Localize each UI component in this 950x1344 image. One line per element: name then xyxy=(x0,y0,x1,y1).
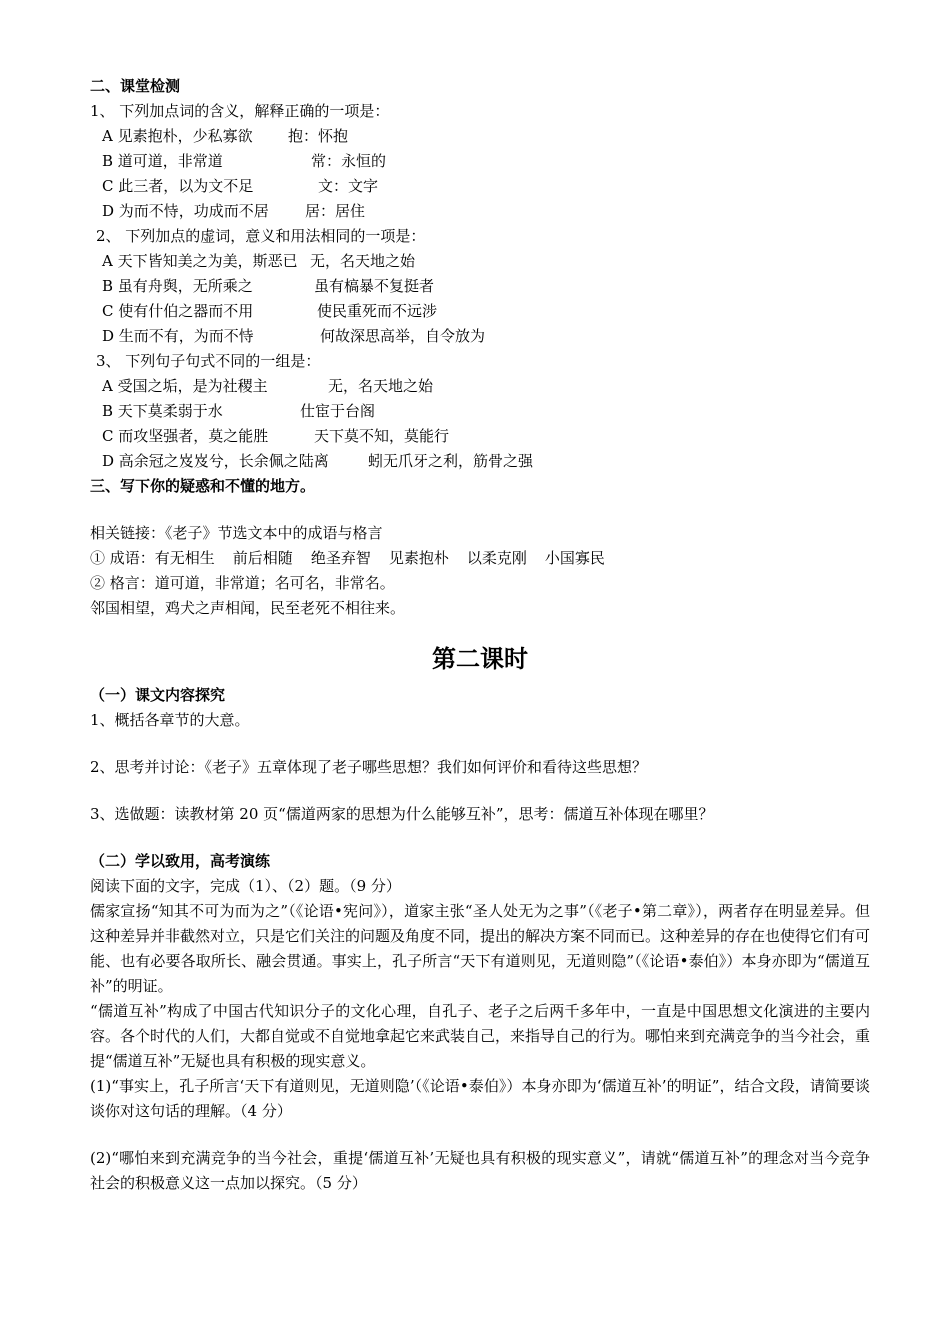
links-title: 相关链接：《老子》节选文本中的成语与格言 xyxy=(90,524,383,542)
q1-option-d-sentence: D 为而不恃，功成而不居 xyxy=(102,202,269,220)
q2-option-c-sentence: C 使有什伯之器而不用 xyxy=(102,302,254,320)
q3-option-d-sentence: D 高余冠之岌岌兮，长余佩之陆离 xyxy=(102,452,329,470)
q1-option-d-gloss: 居：居住 xyxy=(305,202,366,220)
maxims-line-1: ② 格言：道可道，非常道；名可名，非常名。 xyxy=(90,574,395,592)
idioms-label: ① 成语： xyxy=(90,549,155,567)
blank-space xyxy=(90,733,870,755)
q1-option-a-sentence: A 见素抱朴，少私寡欲 xyxy=(102,127,253,145)
part-2-instruction: 阅读下面的文字，完成（1）、（2）题。（9 分） xyxy=(90,877,401,895)
q2-option-a-sentence: A 天下皆知美之为美，斯恶已 xyxy=(102,252,298,270)
q2-option-c xyxy=(90,299,870,324)
part-2-heading: （二）学以致用，高考演练 xyxy=(90,852,271,870)
part-1-heading: （一）课文内容探究 xyxy=(90,686,226,704)
part-1-question-2: 2、思考并讨论：《老子》五章体现了老子哪些思想？我们如何评价和看待这些思想？ xyxy=(90,758,648,776)
blank-space xyxy=(90,827,870,849)
q3-option-c-compare: 天下莫不知，莫能行 xyxy=(314,427,450,445)
q3-option-b xyxy=(90,399,870,424)
question-3-stem: 3、 下列句子句式不同的一组是： xyxy=(96,352,321,370)
idiom: 有无相生 xyxy=(154,549,215,567)
q3-option-c-sentence: C 而攻坚强者，莫之能胜 xyxy=(102,427,269,445)
blank-space xyxy=(90,499,870,521)
part-1-question-1: 1、概括各章节的大意。 xyxy=(90,711,250,729)
idiom: 绝圣弃智 xyxy=(310,549,371,567)
idiom: 前后相随 xyxy=(232,549,293,567)
part-1-question-3: 3、选做题：读教材第 20 页“儒道两家的思想为什么能够互补”，思考：儒道互补体现在哪里？ xyxy=(90,805,714,823)
q3-option-a xyxy=(90,374,870,399)
question-1-stem: 1、 下列加点词的含义，解释正确的一项是： xyxy=(90,102,390,120)
q2-option-d-compare: 何故深思高举，自令放为 xyxy=(320,327,486,345)
blank-space xyxy=(90,1124,870,1146)
section-heading-questions: 三、写下你的疑惑和不懂的地方。 xyxy=(90,477,316,495)
reading-paragraph-2: “儒道互补”构成了中国古代知识分子的文化心理，自孔子、老子之后两千多年中，一直是中国思想文化演进的主要内容。各个时代的人们，大都自觉或不自觉地拿起它来武装自己，来指导自己的行为。哪怕来到充满竞争的当今社会，重提“儒道互补”无疑也具有积极的现实意义。 xyxy=(90,1002,871,1070)
idioms-line xyxy=(90,546,870,571)
q1-option-b-gloss: 常：永恒的 xyxy=(311,152,387,170)
q1-option-b xyxy=(90,149,870,174)
lesson-2-title: 第二课时 xyxy=(432,644,528,673)
q1-option-c-gloss: 文：文字 xyxy=(318,177,379,195)
idiom: 小国寡民 xyxy=(544,549,605,567)
q2-option-c-compare: 使民重死而不远涉 xyxy=(317,302,438,320)
q1-option-a-gloss: 抱：怀抱 xyxy=(288,127,349,145)
q3-option-b-sentence: B 天下莫柔弱于水 xyxy=(102,402,223,420)
maxims-line-2: 邻国相望，鸡犬之声相闻，民至老死不相往来。 xyxy=(90,599,406,617)
sub-question-1: (1)“事实上，孔子所言‘天下有道则见，无道则隐’（《论语•泰伯》）本身亦即为‘儒道互补’的明证”，结合文段，请简要谈谈你对这句话的理解。（4 分） xyxy=(90,1077,870,1120)
idiom: 以柔克刚 xyxy=(466,549,527,567)
q2-option-d xyxy=(90,324,870,349)
q2-option-a-compare: 无，名天地之始 xyxy=(310,252,416,270)
q3-option-d xyxy=(90,449,870,474)
q3-option-d-compare: 蚓无爪牙之利，筋骨之强 xyxy=(368,452,534,470)
q2-option-b-compare: 虽有槁暴不复挺者 xyxy=(314,277,435,295)
section-heading-classroom-test: 二、课堂检测 xyxy=(90,77,181,95)
reading-paragraph-1: 儒家宣扬“知其不可为而为之”（《论语•宪问》），道家主张“圣人处无为之事”（《老子•第二章》），两者存在明显差异。但这种差异并非截然对立，只是它们关注的问题及角度不同，提出的解决方案不同而已。这种差异的存在也使得它们有可能、也有必要各取所长、融会贯通。事实上，孔子所言“天下有道则见，无道则隐”（《论语•泰伯》）本身亦即为“儒道互补”的明证。 xyxy=(90,902,871,995)
q1-option-c xyxy=(90,174,870,199)
q2-option-d-sentence: D 生而不有，为而不恃 xyxy=(102,327,254,345)
q3-option-c xyxy=(90,424,870,449)
blank-space xyxy=(90,780,870,802)
q1-option-c-sentence: C 此三者，以为文不足 xyxy=(102,177,254,195)
question-2-stem: 2、 下列加点的虚词，意义和用法相同的一项是： xyxy=(96,227,426,245)
q3-option-a-sentence: A 受国之垢，是为社稷主 xyxy=(102,377,268,395)
q1-option-a xyxy=(90,124,870,149)
q1-option-d xyxy=(90,199,870,224)
idiom: 见素抱朴 xyxy=(388,549,449,567)
q2-option-b xyxy=(90,274,870,299)
sub-question-2: (2)“哪怕来到充满竞争的当今社会，重提‘儒道互补’无疑也具有积极的现实意义”，请就“儒道互补”的理念对当今竞争社会的积极意义这一点加以探究。（5 分） xyxy=(90,1149,870,1192)
q2-option-a xyxy=(90,249,870,274)
q2-option-b-sentence: B 虽有舟舆，无所乘之 xyxy=(102,277,253,295)
q3-option-b-compare: 仕宦于台阁 xyxy=(300,402,376,420)
q3-option-a-compare: 无，名天地之始 xyxy=(328,377,434,395)
document-page xyxy=(90,74,870,1196)
q1-option-b-sentence: B 道可道，非常道 xyxy=(102,152,223,170)
